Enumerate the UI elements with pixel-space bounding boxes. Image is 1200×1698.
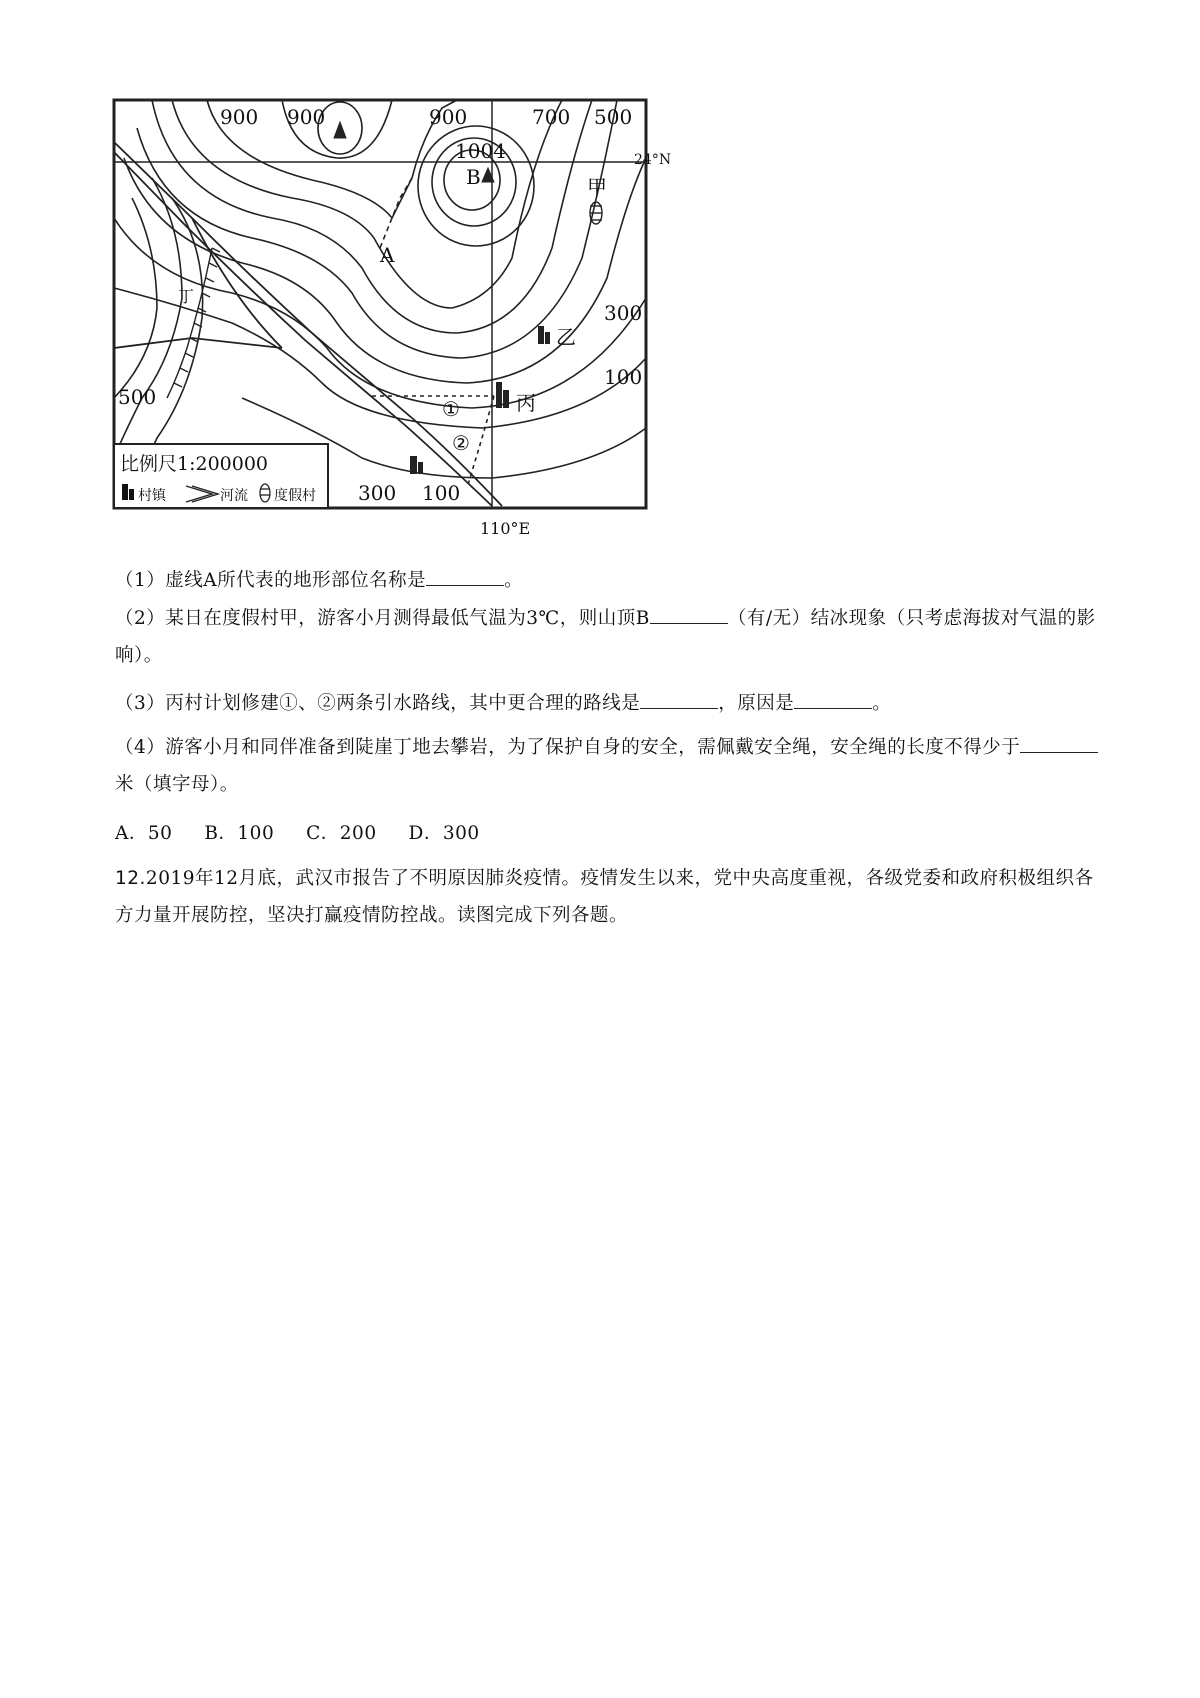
contour-label: 300 <box>358 481 397 505</box>
lat-label: 24°N <box>634 152 672 168</box>
route-1-label: ① <box>442 397 460 421</box>
point-a-label: A <box>380 243 395 267</box>
contour-label: 100 <box>604 365 643 389</box>
question-3-end: 。 <box>872 693 892 714</box>
legend-resort-label: 度假村 <box>274 488 316 504</box>
answer-blank <box>650 607 728 624</box>
question-3-text: （3）丙村计划修建①、②两条引水路线，其中更合理的路线是 <box>115 693 641 714</box>
question-4 <box>115 729 1110 803</box>
village-yi-icon <box>538 326 550 344</box>
contour-label: 700 <box>532 105 571 129</box>
contour-label: 500 <box>118 385 157 409</box>
route-2-label: ② <box>452 431 470 455</box>
village-south-icon <box>410 456 423 474</box>
contour-label: 300 <box>604 301 643 325</box>
place-jia: 甲 <box>587 175 607 199</box>
peak-b-label: B <box>466 165 481 189</box>
route-2-line <box>467 396 494 488</box>
question-1-text: （1）虚线A所代表的地形部位名称是 <box>115 570 427 591</box>
option-a: A．50 <box>115 823 173 844</box>
question-4-options <box>115 815 1110 852</box>
question-12 <box>115 860 1110 934</box>
contour-label: 500 <box>594 105 633 129</box>
answer-blank <box>1020 736 1098 753</box>
contour-map <box>112 98 708 578</box>
peak-north-icon <box>334 122 346 138</box>
cliff-hatch <box>167 248 220 398</box>
legend-scale: 比例尺1:200000 <box>120 453 269 475</box>
place-bing: 丙 <box>516 391 536 415</box>
answer-blank <box>640 692 718 709</box>
lon-label: 110°E <box>480 519 531 538</box>
option-b: B．100 <box>204 823 275 844</box>
question-2 <box>115 600 1110 674</box>
question-4-text: （4）游客小月和同伴准备到陡崖丁地去攀岩，为了保护自身的安全，需佩戴安全绳，安全绳的长度不得少于 <box>115 737 1021 758</box>
question-2-text: （2）某日在度假村甲，游客小月测得最低气温为3℃，则山顶B <box>115 608 650 629</box>
contour-label: 900 <box>287 105 326 129</box>
place-yi: 乙 <box>556 325 576 349</box>
question-3-text-2: ，原因是 <box>718 693 795 714</box>
contour-label: 900 <box>429 105 468 129</box>
question-1 <box>115 562 1110 599</box>
question-2-text-2: （有/无）结冰现象（只考虑海拔对气温的影响）。 <box>115 608 1096 666</box>
question-12-number: 12. <box>115 868 146 889</box>
question-12-text: 2019年12月底，武汉市报告了不明原因肺炎疫情。疫情发生以来，党中央高度重视，各级党委和政府积极组织各方力量开展防控，坚决打赢疫情防控战。读图完成下列各题。 <box>115 868 1094 926</box>
legend-village-label: 村镇 <box>138 488 166 504</box>
legend-village-icon <box>122 484 128 500</box>
question-1-end: 。 <box>504 570 524 591</box>
answer-blank <box>426 569 504 586</box>
legend-river-label: 河流 <box>220 488 248 504</box>
option-d: D．300 <box>408 823 480 844</box>
option-c: C．200 <box>306 823 377 844</box>
resort-jia-icon <box>590 202 602 224</box>
answer-blank <box>794 692 872 709</box>
question-3 <box>115 685 1110 722</box>
contour-label: 100 <box>422 481 461 505</box>
contour-label: 900 <box>220 105 259 129</box>
question-4-text-2: 米（填字母）。 <box>115 774 239 795</box>
place-ding: 丁 <box>178 287 195 306</box>
contour-label-peak: 1004 <box>455 139 506 163</box>
